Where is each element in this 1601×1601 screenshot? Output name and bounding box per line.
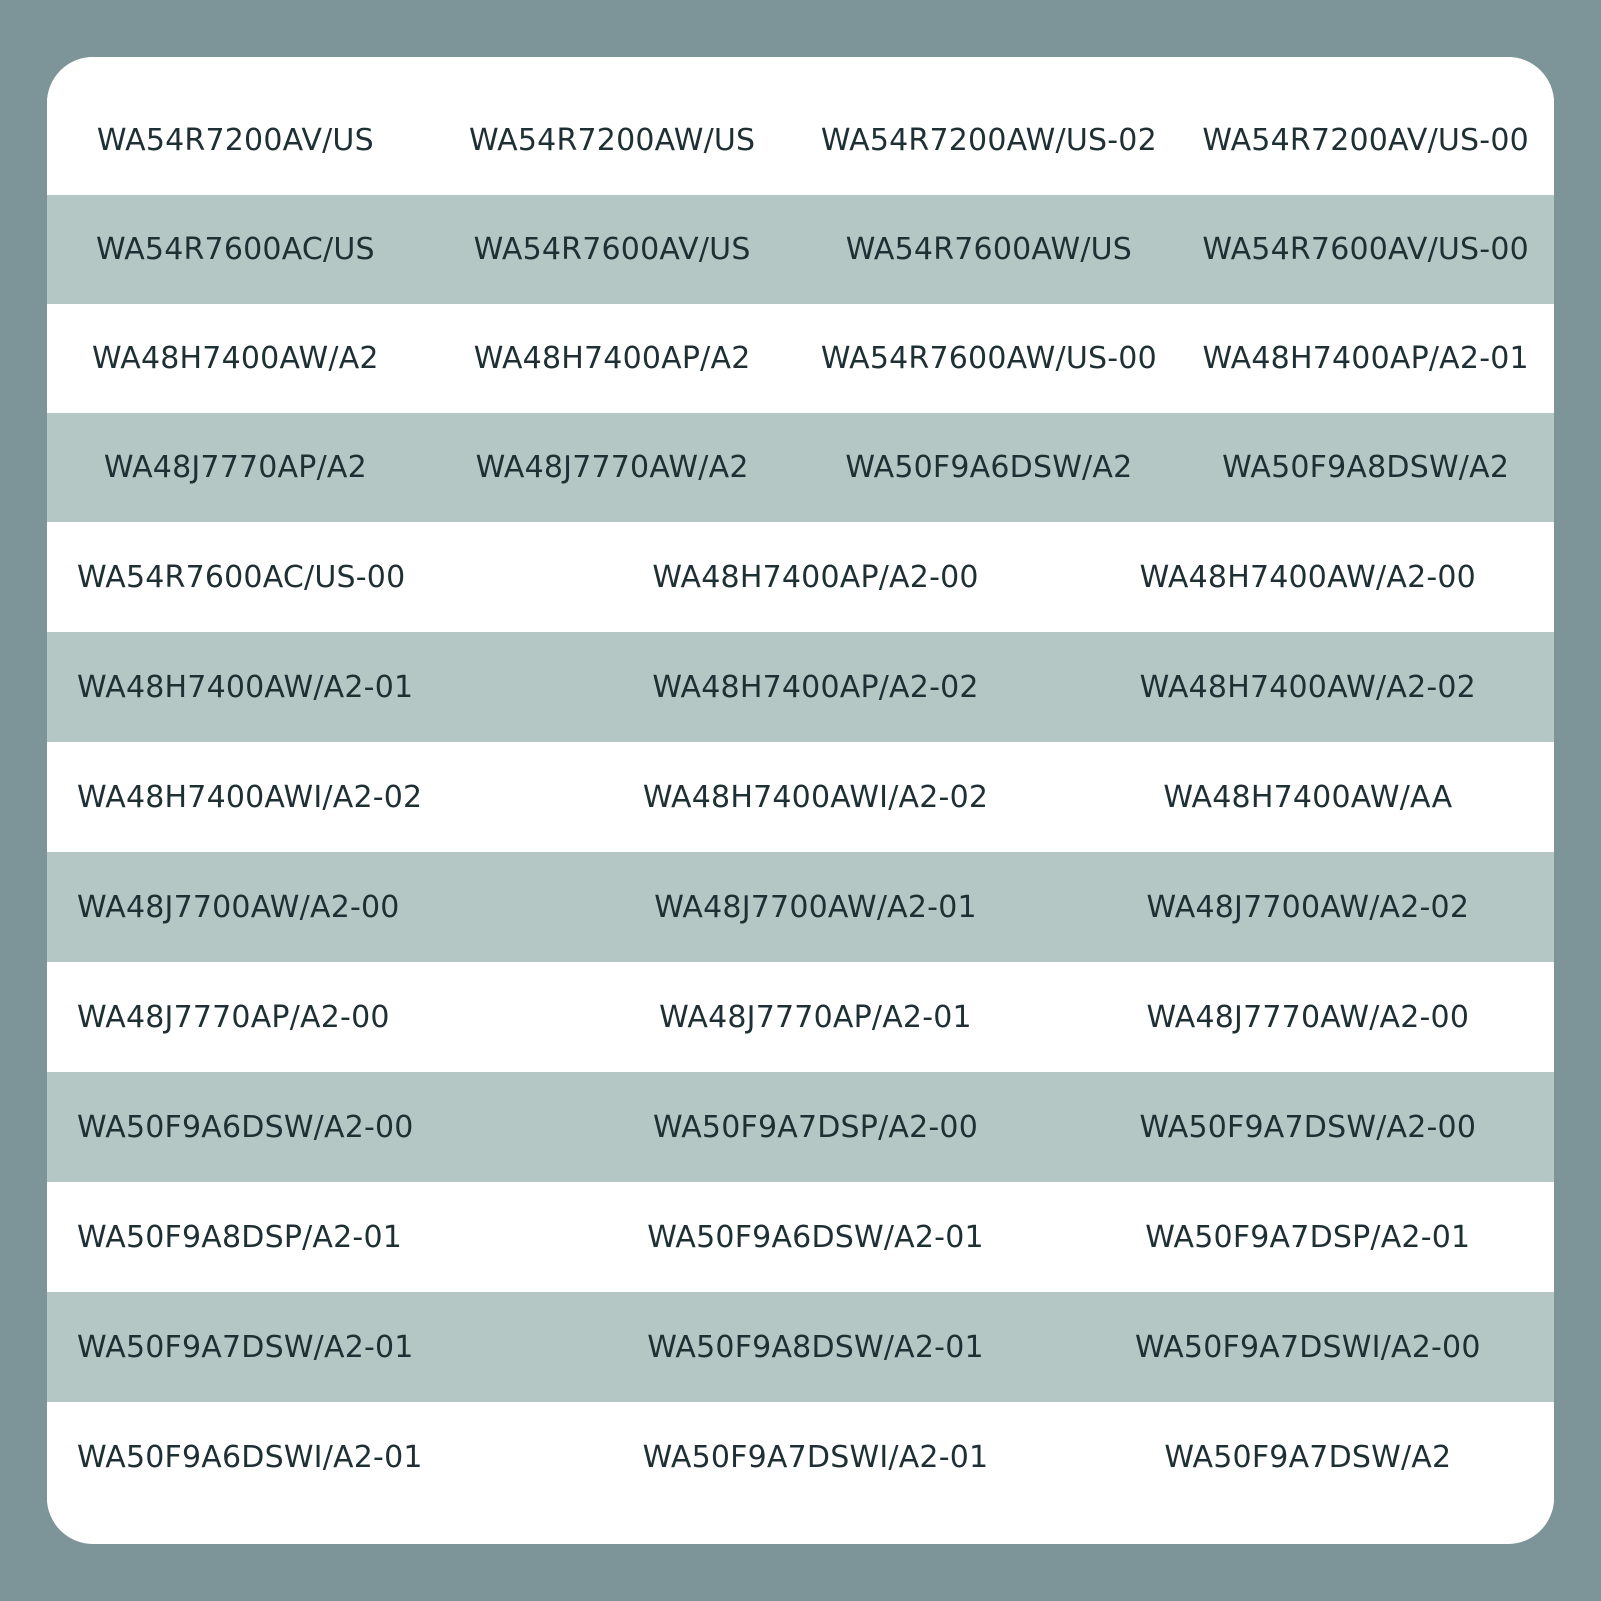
model-number-cell: WA50F9A7DSP/A2-00 xyxy=(652,1109,978,1145)
model-number-cell: WA54R7200AW/US-02 xyxy=(820,123,1157,158)
model-number-cell: WA54R7600AC/US xyxy=(95,232,375,267)
model-number-cell: WA50F9A7DSW/A2-01 xyxy=(77,1329,414,1365)
model-number-cell: WA48H7400AWI/A2-02 xyxy=(77,779,423,815)
table-row xyxy=(47,1292,1554,1402)
model-number-cell: WA54R7200AV/US xyxy=(96,123,374,158)
table-row xyxy=(47,1402,1554,1512)
model-number-cell: WA54R7200AV/US-00 xyxy=(1202,123,1529,158)
model-number-cell: WA50F9A6DSW/A2 xyxy=(845,450,1133,485)
model-number-cell: WA50F9A6DSWI/A2-01 xyxy=(77,1439,423,1475)
model-number-cell: WA50F9A7DSP/A2-01 xyxy=(1145,1219,1471,1255)
table-row xyxy=(47,1182,1554,1292)
model-number-cell: WA48H7400AP/A2-02 xyxy=(652,669,979,705)
model-number-cell: WA54R7600AV/US xyxy=(473,232,751,267)
model-number-cell: WA48H7400AP/A2-00 xyxy=(652,559,979,595)
model-number-cell: WA48H7400AW/A2-01 xyxy=(77,669,414,705)
model-number-table xyxy=(47,86,1554,1512)
model-number-cell: WA48J7700AW/A2-02 xyxy=(1146,889,1470,925)
table-row xyxy=(47,522,1554,632)
model-number-cell: WA48J7770AP/A2 xyxy=(103,450,367,485)
model-number-cell: WA48H7400AP/A2-01 xyxy=(1202,341,1529,376)
model-number-cell: WA50F9A6DSW/A2-01 xyxy=(647,1219,984,1255)
model-number-cell: WA48J7700AW/A2-00 xyxy=(77,889,400,925)
table-row xyxy=(47,1072,1554,1182)
model-number-cell: WA48J7770AP/A2-01 xyxy=(659,999,972,1035)
model-number-cell: WA50F9A7DSW/A2-00 xyxy=(1139,1109,1477,1145)
model-number-cell: WA48J7770AW/A2-00 xyxy=(1146,999,1470,1035)
table-row xyxy=(47,632,1554,742)
model-number-cell: WA48H7400AW/AA xyxy=(1163,779,1453,815)
model-number-cell: WA50F9A8DSW/A2 xyxy=(1222,450,1510,485)
model-number-cell: WA48H7400AWI/A2-02 xyxy=(642,779,989,815)
model-number-cell: WA50F9A7DSWI/A2-00 xyxy=(1134,1329,1481,1365)
table-row xyxy=(47,742,1554,852)
model-number-cell: WA48J7700AW/A2-01 xyxy=(654,889,977,925)
model-number-cell: WA50F9A8DSP/A2-01 xyxy=(77,1219,403,1255)
model-number-cell: WA48H7400AW/A2-02 xyxy=(1139,669,1476,705)
model-number-cell: WA54R7600AV/US-00 xyxy=(1202,232,1529,267)
model-number-cell: WA50F9A7DSW/A2 xyxy=(1164,1439,1452,1475)
table-row xyxy=(47,852,1554,962)
model-number-cell: WA54R7600AW/US xyxy=(845,232,1133,267)
model-number-cell: WA48J7770AW/A2 xyxy=(475,450,749,485)
model-number-cell: WA50F9A8DSW/A2-01 xyxy=(647,1329,984,1365)
model-number-cell: WA48H7400AW/A2 xyxy=(92,341,379,376)
model-number-cell: WA48H7400AW/A2-00 xyxy=(1139,559,1476,595)
model-number-cell: WA54R7200AW/US xyxy=(468,123,756,158)
model-number-cell: WA50F9A7DSWI/A2-01 xyxy=(642,1439,989,1475)
model-number-cell: WA54R7600AC/US-00 xyxy=(77,559,406,595)
table-row xyxy=(47,962,1554,1072)
model-number-cell: WA48H7400AP/A2 xyxy=(473,341,751,376)
model-number-cell: WA54R7600AW/US-00 xyxy=(820,341,1157,376)
model-list-card xyxy=(47,57,1554,1544)
table-row xyxy=(47,86,1554,195)
model-number-cell: WA48J7770AP/A2-00 xyxy=(77,999,390,1035)
card-top-spacer xyxy=(47,57,1554,86)
table-row xyxy=(47,304,1554,413)
table-row xyxy=(47,413,1554,522)
model-number-cell: WA50F9A6DSW/A2-00 xyxy=(77,1109,414,1145)
table-row xyxy=(47,195,1554,304)
